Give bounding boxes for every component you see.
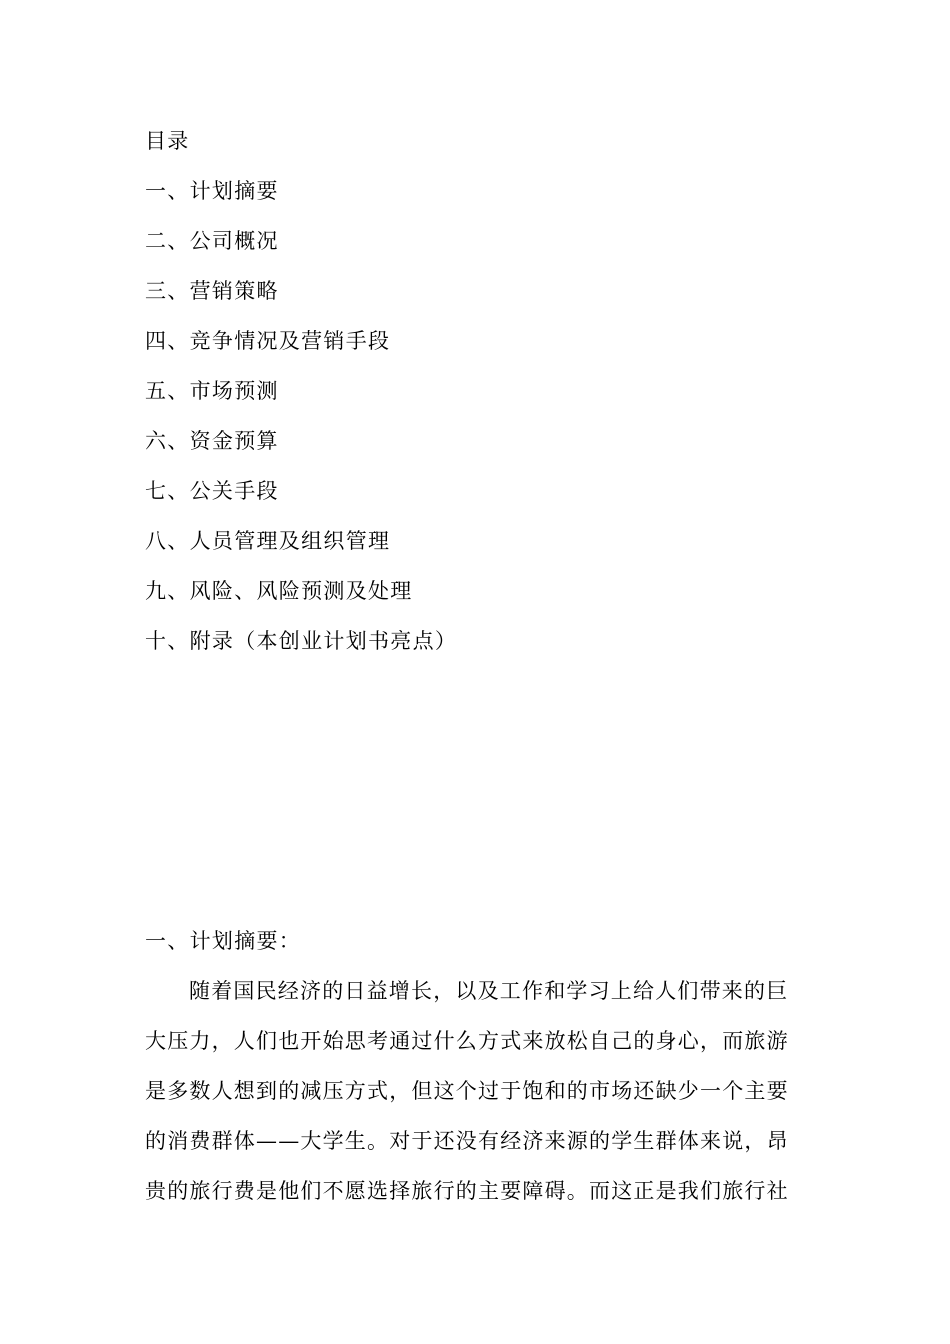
paragraph-line: 贵的旅行费是他们不愿选择旅行的主要障碍。而这正是我们旅行社 xyxy=(145,1179,789,1203)
toc-item: 九、风险、风险预测及处理 xyxy=(145,579,413,603)
toc-item: 三、营销策略 xyxy=(145,279,279,303)
paragraph-line: 大压力，人们也开始思考通过什么方式来放松自己的身心，而旅游 xyxy=(145,1029,789,1053)
paragraph-line: 的消费群体——大学生。对于还没有经济来源的学生群体来说，昂 xyxy=(145,1129,789,1153)
toc-item: 六、资金预算 xyxy=(145,429,279,453)
toc-title: 目录 xyxy=(145,129,190,153)
toc-item: 五、市场预测 xyxy=(145,379,279,403)
toc-item: 四、竞争情况及营销手段 xyxy=(145,329,391,353)
toc-item: 二、公司概况 xyxy=(145,229,279,253)
toc-item: 一、计划摘要 xyxy=(145,179,279,203)
toc-item: 七、公关手段 xyxy=(145,479,279,503)
paragraph-line: 是多数人想到的减压方式，但这个过于饱和的市场还缺少一个主要 xyxy=(145,1079,789,1103)
section-heading: 一、计划摘要： xyxy=(145,929,302,953)
toc-item: 八、人员管理及组织管理 xyxy=(145,529,391,553)
paragraph-line: 随着国民经济的日益增长，以及工作和学习上给人们带来的巨 xyxy=(189,979,789,1003)
toc-item: 十、附录（本创业计划书亮点） xyxy=(145,629,458,653)
